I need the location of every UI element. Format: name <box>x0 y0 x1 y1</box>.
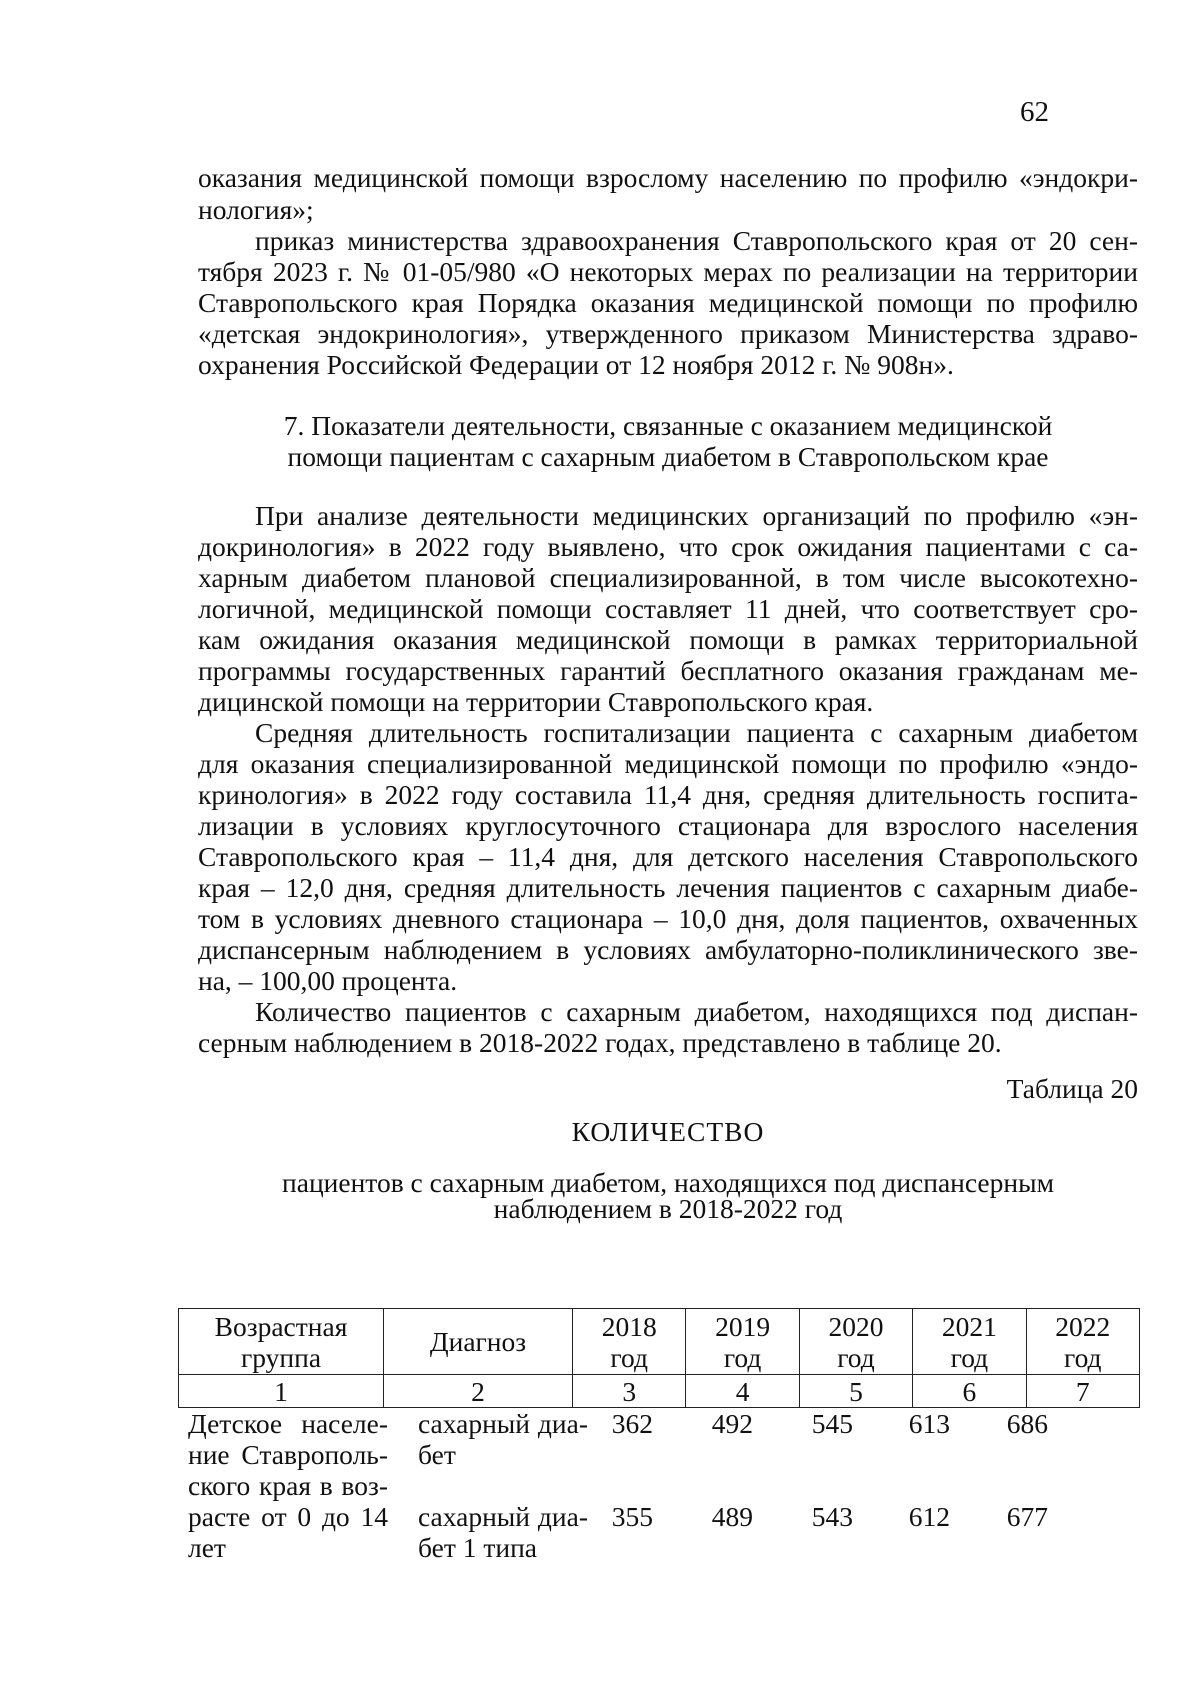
paragraph-4-line-4: лизации в условиях круглосуточного стационара для взрослого населения <box>198 810 1138 841</box>
paragraph-1-line-1: оказания медицинской помощи взрослому населению по профилю «эндокри- <box>198 162 1138 193</box>
header-age-group-line-2: группа <box>240 1341 322 1373</box>
row-2-diagnosis-line-2: бет 1 типа <box>418 1532 538 1563</box>
header-year-value: 2018 <box>601 1310 657 1342</box>
paragraph-3-line-5: кам ожидания оказания медицинской помощи в рамках территориальной <box>198 624 1138 655</box>
row-1-value-2018: 362 <box>611 1408 653 1439</box>
header-year-2019 <box>686 1309 799 1375</box>
header-year-value: 2022 <box>1055 1310 1111 1342</box>
patients-table-header <box>178 1308 1140 1408</box>
paragraph-5-line-1: Количество пациентов с сахарным диабетом, находящихся под диспан- <box>255 996 1138 1027</box>
table-header-row <box>179 1309 1140 1375</box>
paragraph-4-line-3: кринология» в 2022 году составила 11,4 дня, средняя длительность госпита- <box>198 779 1138 810</box>
paragraph-4-line-1: Средняя длительность госпитализации пациента с сахарным диабетом <box>255 717 1138 748</box>
paragraph-2-line-4: «детская эндокринология», утвержденного приказом Министерства здраво- <box>198 318 1138 349</box>
section-heading-line-1: 7. Показатели деятельности, связанные с оказанием медицинской <box>283 410 1053 441</box>
header-year-unit: год <box>950 1341 989 1373</box>
header-year-2018 <box>573 1309 686 1375</box>
page-number: 62 <box>1020 96 1049 128</box>
paragraph-4-line-9: на, – 100,00 процента. <box>198 965 458 996</box>
table-column-numbers-row <box>179 1375 1140 1408</box>
table-label: Таблица 20 <box>1006 1073 1138 1104</box>
header-year-2021 <box>913 1309 1026 1375</box>
column-number: 7 <box>1026 1375 1139 1408</box>
header-diagnosis: Диагноз <box>384 1309 573 1375</box>
header-year-value: 2020 <box>828 1310 884 1342</box>
table-subtitle-line-2: наблюдением в 2018-2022 год <box>493 1193 843 1224</box>
row-1-value-2020: 545 <box>811 1408 853 1439</box>
paragraph-1-line-2: нология»; <box>198 194 314 225</box>
row-1-diagnosis-line-2: бет <box>418 1439 456 1470</box>
header-year-value: 2021 <box>941 1310 997 1342</box>
paragraph-3-line-1: При анализе деятельности медицинских организаций по профилю «эн- <box>255 500 1138 531</box>
paragraph-3-line-6: программы государственных гарантий бесплатного оказания гражданам ме- <box>198 655 1138 686</box>
paragraph-4-line-7: том в условиях дневного стационара – 10,0 дня, доля пациентов, охваченных <box>198 903 1138 934</box>
row-2-diagnosis-line-1: сахарный диа- <box>418 1501 588 1532</box>
header-year-unit: год <box>837 1341 875 1373</box>
row-1-value-2021: 613 <box>908 1408 950 1439</box>
paragraph-4-line-2: для оказания специализированной медицинской помощи по профилю «эндо- <box>198 748 1138 779</box>
row-2-value-2019: 489 <box>711 1501 753 1532</box>
column-number: 2 <box>384 1375 573 1408</box>
paragraph-3-line-7: дицинской помощи на территории Ставропольского края. <box>198 686 874 717</box>
column-number: 4 <box>686 1375 799 1408</box>
paragraph-2-line-5: охранения Российской Федерации от 12 ноября 2012 г. № 908н». <box>198 349 954 380</box>
header-year-unit: год <box>1064 1341 1102 1373</box>
paragraph-3-line-2: докринология» в 2022 году выявлено, что срок ожидания пациентами с са- <box>198 531 1138 562</box>
paragraph-4-line-5: Ставропольского края – 11,4 дня, для детского населения Ставропольского <box>198 841 1138 872</box>
age-group-line: расте от 0 до 14 <box>188 1501 388 1532</box>
header-year-2020 <box>799 1309 912 1375</box>
age-group-line: лет <box>188 1532 226 1563</box>
age-group-line: ского края в воз- <box>188 1470 388 1501</box>
column-number: 1 <box>179 1375 384 1408</box>
paragraph-5-line-2: серным наблюдением в 2018-2022 годах, представлено в таблице 20. <box>198 1027 1002 1058</box>
paragraph-4-line-6: края – 12,0 дня, средняя длительность лечения пациентов с сахарным диабе- <box>198 872 1138 903</box>
header-year-2022 <box>1026 1309 1139 1375</box>
header-year-unit: год <box>610 1341 648 1373</box>
header-year-unit: год <box>723 1341 762 1373</box>
row-1-diagnosis-line-1: сахарный диа- <box>418 1408 588 1439</box>
paragraph-2-line-3: Ставропольского края Порядка оказания медицинской помощи по профилю <box>198 287 1138 318</box>
column-number: 3 <box>573 1375 686 1408</box>
paragraph-2-line-2: тября 2023 г. № 01-05/980 «О некоторых мерах по реализации на территории <box>198 256 1138 287</box>
paragraph-4-line-8: диспансерным наблюдением в условиях амбулаторно-поликлинического зве- <box>198 934 1138 965</box>
header-age-group <box>179 1309 384 1375</box>
table-title: КОЛИЧЕСТВО <box>571 1116 765 1147</box>
row-2-value-2021: 612 <box>908 1501 950 1532</box>
section-heading-line-2: помощи пациентам с сахарным диабетом в Ставропольском крае <box>287 441 1049 472</box>
paragraph-3-line-4: логичной, медицинской помощи составляет 11 дней, что соответствует сро- <box>198 593 1138 624</box>
age-group-line: Детское населе- <box>188 1408 388 1439</box>
row-2-value-2020: 543 <box>811 1501 853 1532</box>
paragraph-2-line-1: приказ министерства здравоохранения Ставропольского края от 20 сен- <box>255 225 1138 256</box>
column-number: 5 <box>799 1375 912 1408</box>
age-group-line: ние Ставрополь- <box>188 1439 388 1470</box>
row-1-value-2019: 492 <box>711 1408 753 1439</box>
paragraph-3-line-3: харным диабетом плановой специализированной, в том числе высокотехно- <box>198 562 1138 593</box>
header-age-group-line-1: Возрастная <box>214 1310 348 1342</box>
column-number: 6 <box>913 1375 1026 1408</box>
row-2-value-2018: 355 <box>611 1501 653 1532</box>
table-subtitle-line-1: пациентов с сахарным диабетом, находящихся под диспансерным <box>282 1167 1054 1198</box>
row-2-value-2022: 677 <box>1006 1501 1048 1532</box>
header-year-value: 2019 <box>715 1310 771 1342</box>
row-1-value-2022: 686 <box>1006 1408 1048 1439</box>
